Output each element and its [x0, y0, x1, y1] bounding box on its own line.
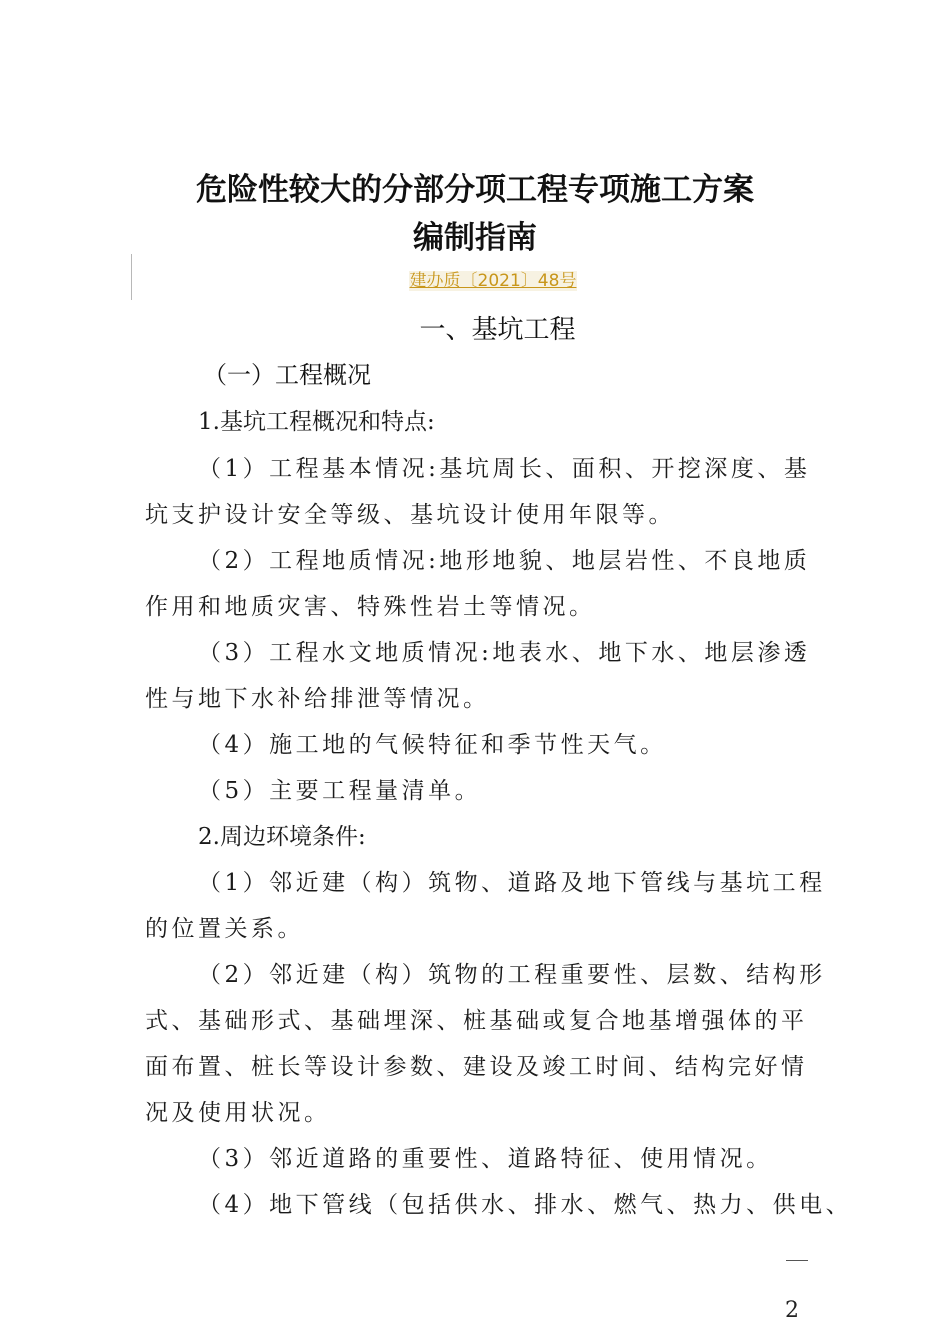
document-title-line2: 编制指南	[413, 220, 537, 256]
paragraph-line: （1）邻近建（构）筑物、道路及地下管线与基坑工程	[198, 870, 826, 896]
paragraph-line: （1）工程基本情况:基坑周长、面积、开挖深度、基	[198, 456, 811, 482]
document-number-link[interactable]: 建办质〔2021〕48号	[409, 271, 577, 291]
paragraph-line: （3）邻近道路的重要性、道路特征、使用情况。	[198, 1146, 773, 1172]
page-number: 2	[785, 1298, 799, 1323]
paragraph-line: （2）邻近建（构）筑物的工程重要性、层数、结构形	[198, 962, 826, 988]
section-heading: 一、基坑工程	[419, 315, 576, 345]
paragraph-line: （3）工程水文地质情况:地表水、地下水、地层渗透	[198, 640, 811, 666]
paragraph-line: 的位置关系。	[145, 916, 304, 942]
paragraph-line: （4）地下管线（包括供水、排水、燃气、热力、供电、	[198, 1192, 853, 1218]
document-number	[0, 266, 950, 291]
paragraph-line: 面布置、桩长等设计参数、建设及竣工时间、结构完好情	[145, 1054, 808, 1080]
subsection-heading: （一）工程概况	[203, 361, 371, 389]
paragraph-line: 2.周边环境条件:	[198, 824, 366, 850]
paragraph-line: 式、基础形式、基础埋深、桩基础或复合地基增强体的平	[145, 1008, 808, 1034]
paragraph-line: 坑支护设计安全等级、基坑设计使用年限等。	[145, 502, 675, 528]
footer-dash	[786, 1260, 808, 1261]
paragraph-line: 性与地下水补给排泄等情况。	[145, 686, 490, 712]
paragraph-line: （2）工程地质情况:地形地貌、地层岩性、不良地质	[198, 548, 811, 574]
paragraph-line: 作用和地质灾害、特殊性岩土等情况。	[145, 594, 596, 620]
paragraph-line: （5）主要工程量清单。	[198, 778, 482, 804]
paragraph-line: （4）施工地的气候特征和季节性天气。	[198, 732, 667, 758]
paragraph-line: 1.基坑工程概况和特点:	[198, 409, 435, 435]
document-title-line1: 危险性较大的分部分项工程专项施工方案	[196, 172, 754, 208]
paragraph-line: 况及使用状况。	[145, 1100, 331, 1126]
